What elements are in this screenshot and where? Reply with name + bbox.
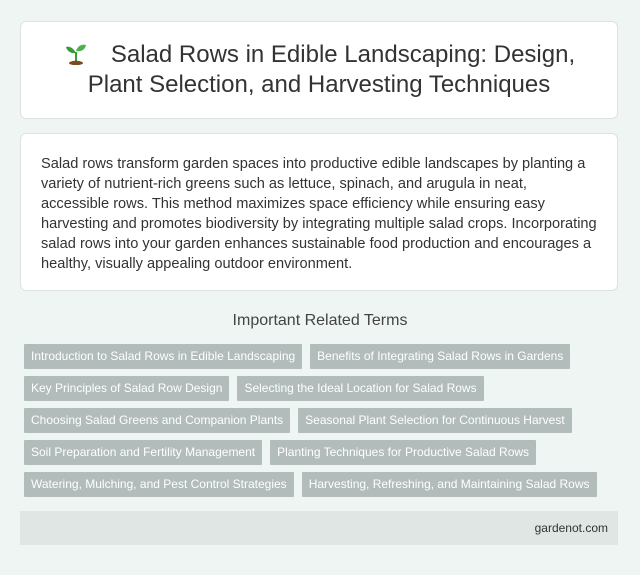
related-term-tag[interactable]: Planting Techniques for Productive Salad Rows	[270, 440, 536, 465]
related-terms-heading: Important Related Terms	[232, 312, 408, 329]
title-card	[20, 21, 618, 119]
sprout-icon	[63, 41, 89, 65]
related-term-tag[interactable]: Seasonal Plant Selection for Continuous Harvest	[298, 408, 571, 433]
intro-card	[20, 133, 618, 291]
tag-row	[24, 408, 624, 433]
tag-row	[24, 376, 624, 401]
related-term-tag[interactable]: Key Principles of Salad Row Design	[24, 376, 229, 401]
related-terms-list	[24, 344, 624, 504]
related-term-tag[interactable]: Choosing Salad Greens and Companion Plants	[24, 408, 290, 433]
related-term-tag[interactable]: Benefits of Integrating Salad Rows in Gardens	[310, 344, 570, 369]
related-term-tag[interactable]: Introduction to Salad Rows in Edible Landscaping	[24, 344, 302, 369]
tag-row	[24, 440, 624, 465]
intro-paragraph: Salad rows transform garden spaces into productive edible landscapes by planting a variety of nutrient-rich greens such as lettuce, spinach, and arugula in neat, accessible rows. This method maximizes space efficiency while ensuring easy harvesting and promotes biodiversity by integrating multiple salad crops. Incorporating salad rows into your garden enhances sustainable food production and encourages a healthy, visually appealing outdoor environment.	[41, 156, 597, 272]
tag-row	[24, 472, 624, 497]
tag-row	[24, 344, 624, 369]
page-title-wrap	[21, 40, 617, 100]
footer	[20, 511, 618, 545]
related-term-tag[interactable]: Harvesting, Refreshing, and Maintaining Salad Rows	[302, 472, 597, 497]
related-term-tag[interactable]: Soil Preparation and Fertility Management	[24, 440, 262, 465]
related-term-tag[interactable]: Selecting the Ideal Location for Salad Rows	[237, 376, 483, 401]
related-term-tag[interactable]: Watering, Mulching, and Pest Control Strategies	[24, 472, 294, 497]
footer-site-link[interactable]: gardenot.com	[534, 521, 608, 535]
page-title: Salad Rows in Edible Landscaping: Design, Plant Selection, and Harvesting Techniques	[87, 41, 576, 98]
